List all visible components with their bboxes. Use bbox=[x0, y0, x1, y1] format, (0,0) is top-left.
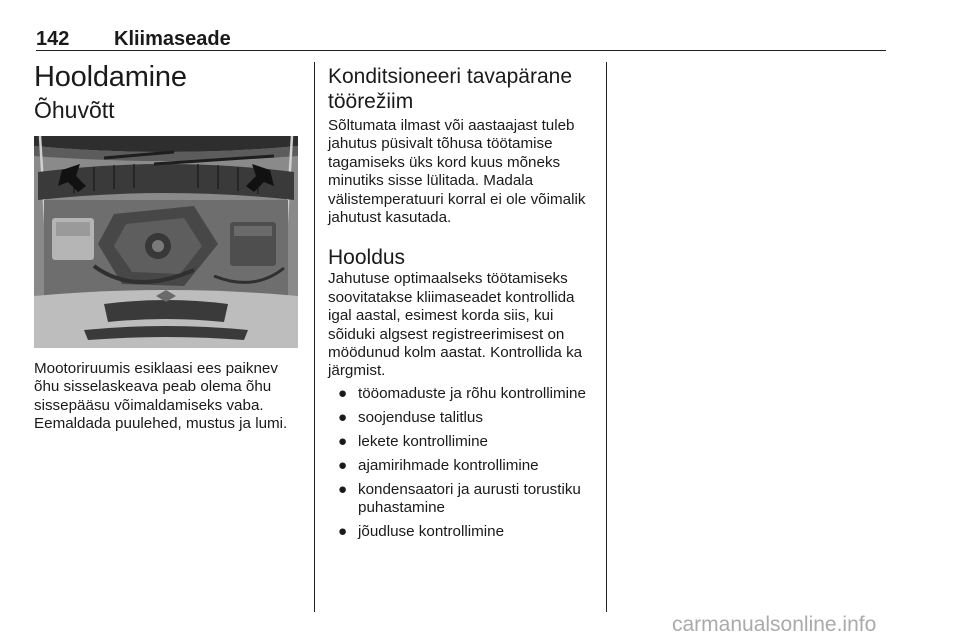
normal-mode-text: Sõltumata ilmast või aastaajast tuleb jahutus püsivalt tõhusa töötamise tagamiseks üks kord kuus mõneks minutiks sisse lülitada. Madala välistemperatuuri korral ei ole võimalik jahutust kasutada. bbox=[328, 117, 586, 227]
list-item: ● ajamirihmade kontrollimine bbox=[338, 456, 539, 474]
list-item: ● jõudluse kontrollimine bbox=[338, 522, 505, 540]
section-subtitle: Õhuvõtt bbox=[34, 97, 115, 123]
bullet-icon: ● bbox=[338, 432, 348, 450]
service-text: Jahutuse optimaalseks töötamiseks soovitatakse kliimaseadet kontrollida igal aastal, esimest korda siis, kui sõiduki algsest registreerimisest on möödunud kolm aastat. Kontrollida ka järgmist. bbox=[328, 270, 583, 380]
service-checklist bbox=[328, 385, 596, 541]
page-header bbox=[36, 28, 886, 50]
column-divider-left bbox=[314, 62, 315, 612]
middle-column bbox=[328, 64, 596, 547]
bullet-icon: ● bbox=[338, 408, 348, 426]
list-item: ● tööomaduste ja rõhu kontrollimine bbox=[338, 384, 586, 402]
page-number: 142 bbox=[36, 28, 70, 50]
column-divider-right bbox=[606, 62, 607, 612]
normal-mode-heading: Konditsioneeri tavapärane töörežiim bbox=[328, 65, 573, 113]
watermark: carmanualsonline.info bbox=[672, 613, 877, 636]
list-item: ● kondensaatori ja aurusti torustiku puhastamine bbox=[338, 480, 581, 516]
list-item: ● lekete kontrollimine bbox=[338, 432, 488, 450]
service-heading: Hooldus bbox=[328, 246, 406, 270]
bullet-icon: ● bbox=[338, 384, 348, 402]
bullet-icon: ● bbox=[338, 522, 348, 540]
header-rule bbox=[36, 50, 886, 51]
engine-bay-illustration bbox=[34, 136, 298, 348]
list-item: ● soojenduse talitlus bbox=[338, 408, 483, 426]
chapter-title: Kliimaseade bbox=[114, 28, 231, 50]
intake-caption: Mootoriruumis esiklaasi ees paiknev õhu sisselaskeava peab olema õhu sissepääsu võimaldamiseks vaba. Eemaldada puulehed, mustus ja lumi. bbox=[34, 360, 288, 433]
bullet-icon: ● bbox=[338, 480, 348, 498]
section-title: Hooldamine bbox=[34, 61, 187, 93]
left-column bbox=[34, 58, 304, 434]
bullet-icon: ● bbox=[338, 456, 348, 474]
